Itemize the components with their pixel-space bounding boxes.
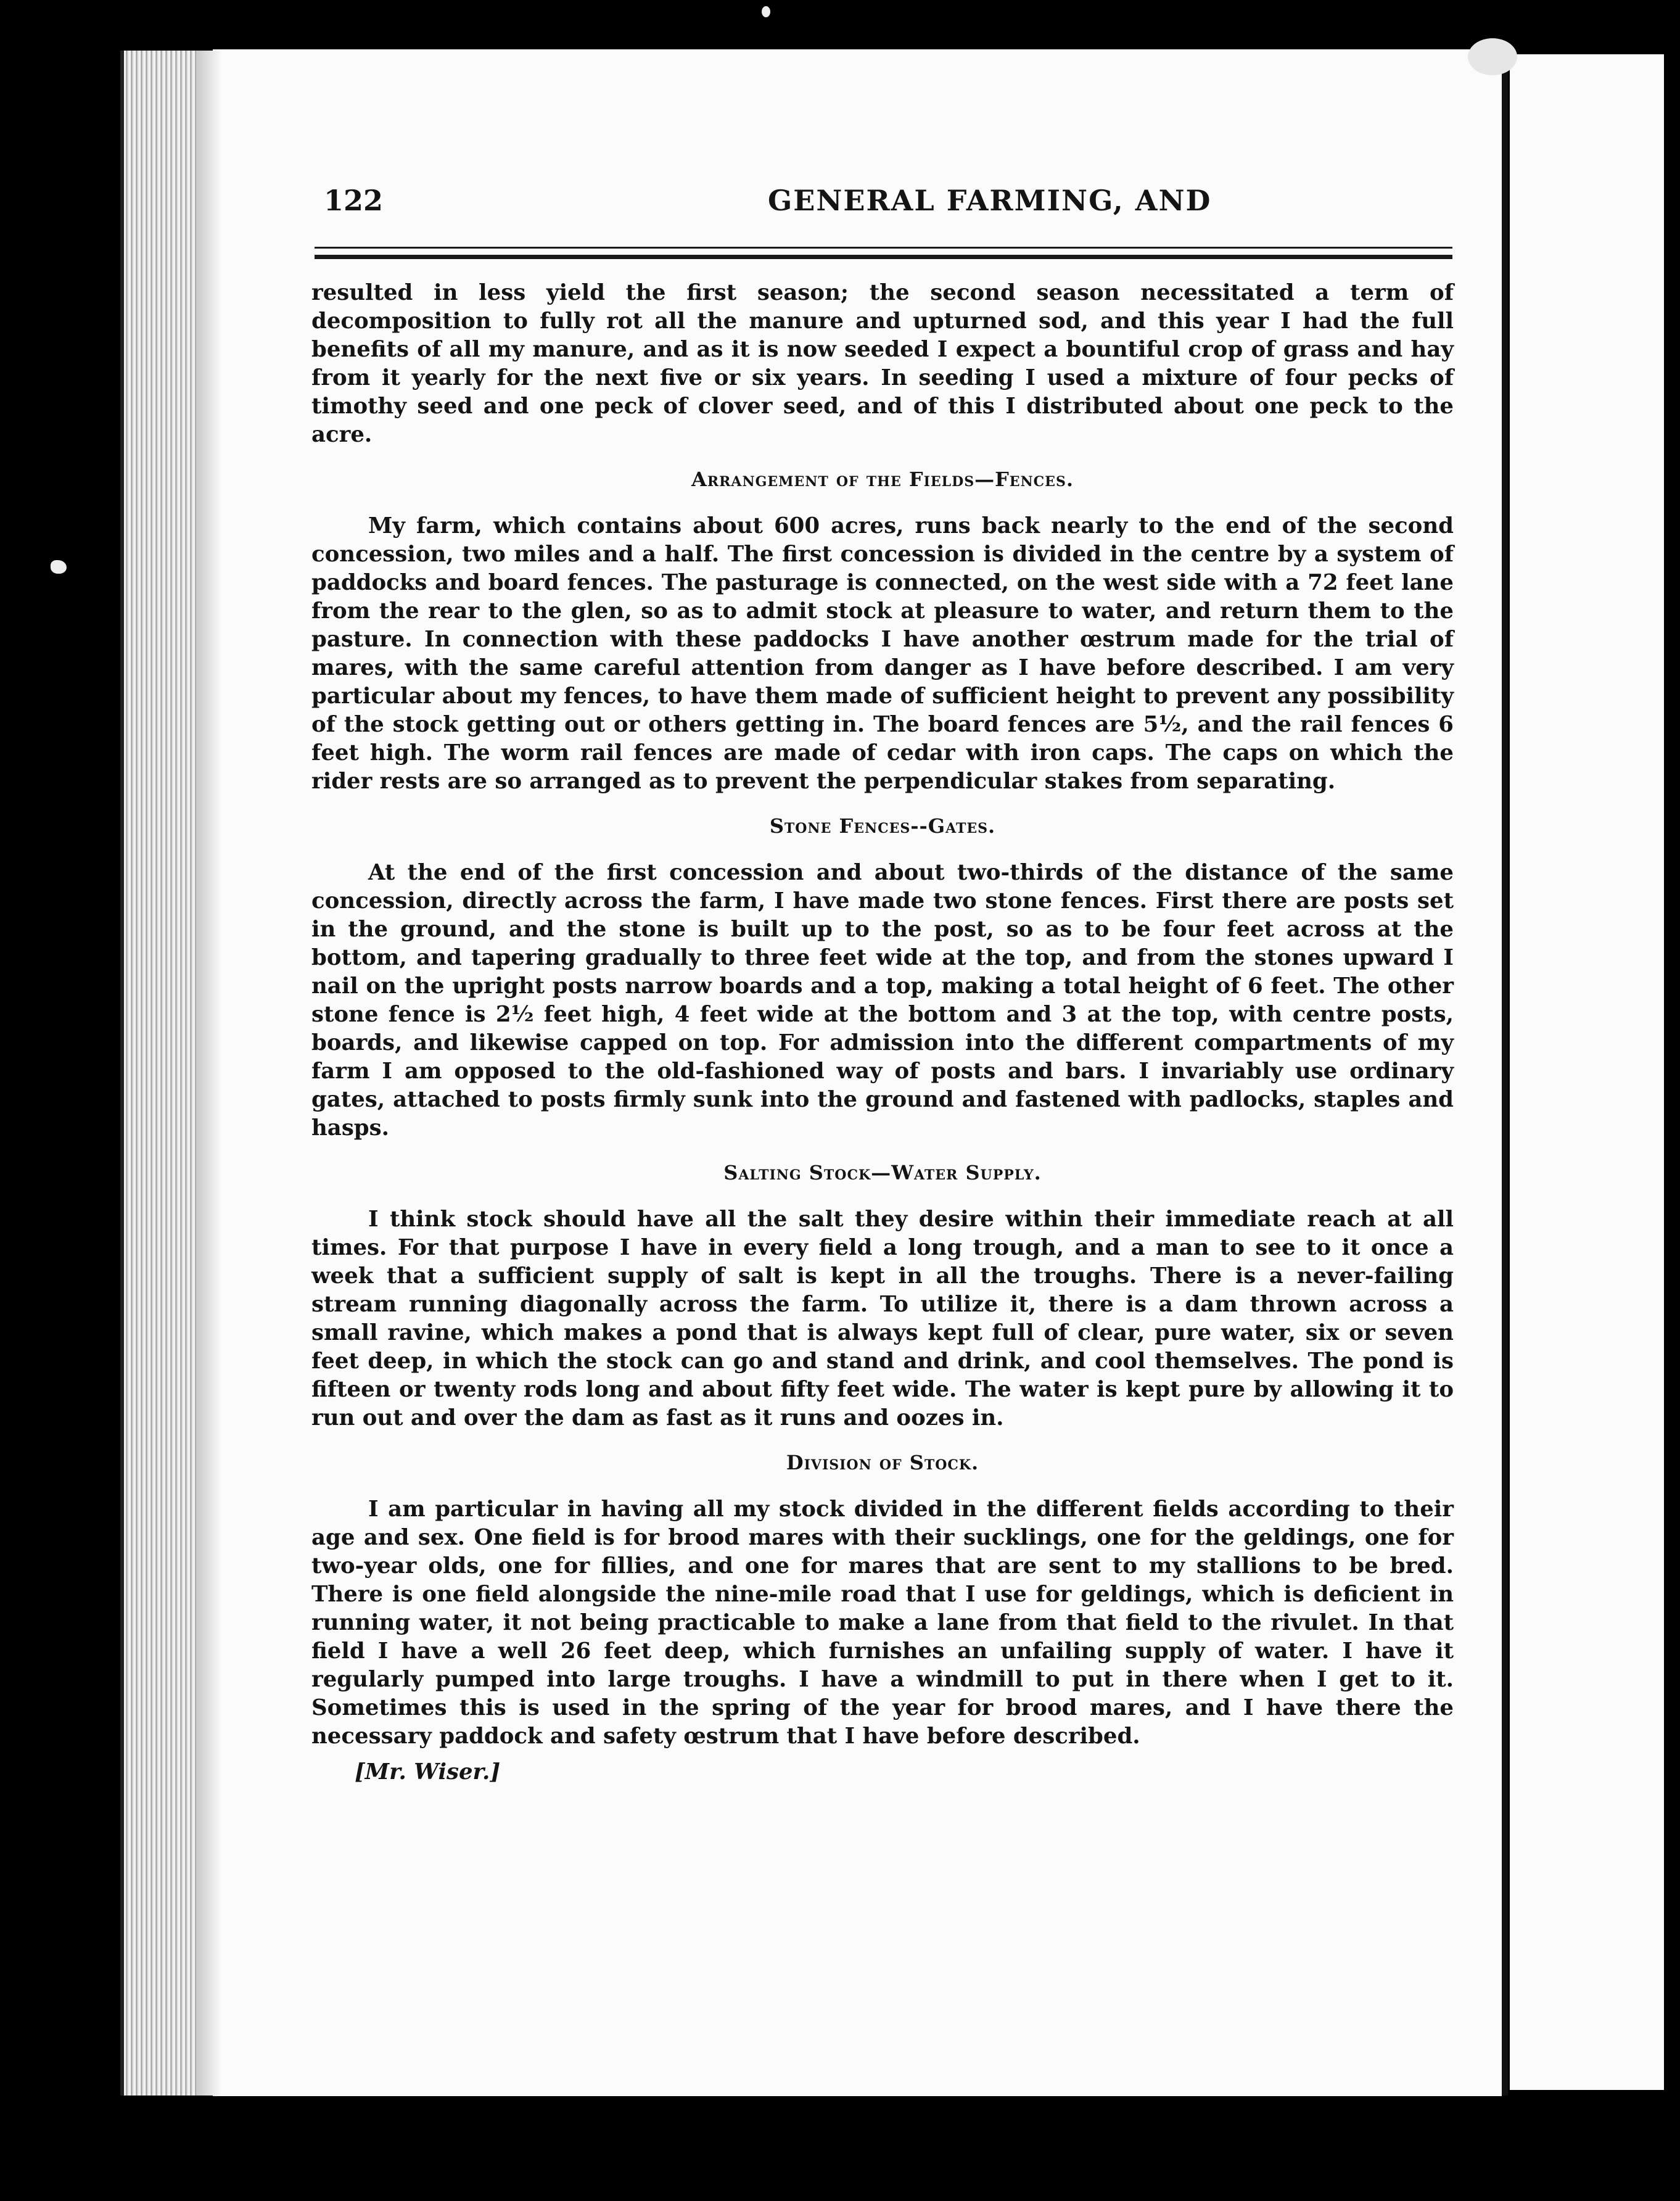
section-heading: Arrangement of the Fields—Fences. xyxy=(691,468,1074,491)
paragraph: At the end of the first concession and about two-thirds of the distance of the same concession, directly across the farm, I have made two stone fences. First there are posts set in the ground, and the stone is built up to the post, so as to be four feet across at the bottom, and tapering gradually to three feet wide at the top, and from the stones upward I nail on the upright posts narrow boards and a top, making a total height of 6 feet. The other stone fence is 2½ feet high, 4 feet wide at the bottom and 3 at the top, with centre posts, boards, and likewise capped on top. For admission into the different compartments of my farm I am opposed to the old-fashioned way of posts and bars. I invariably use ordinary gates, attached to posts firmly sunk into the ground and fastened with padlocks, staples and hasps. xyxy=(311,860,1454,1141)
scan-speck xyxy=(1468,38,1517,75)
page-gutter xyxy=(1502,51,1508,2096)
binding-shadow xyxy=(196,51,221,2096)
facing-page-edge xyxy=(1510,54,1664,2090)
paragraph: My farm, which contains about 600 acres, runs back nearly to the end of the second concession, two miles and a half. The first concession is divided in the centre by a system of paddocks and board fences. The pasturage is connected, on the west side with a 72 feet lane from the rear to the glen, so as to admit stock at pleasure to water, and return them to the pasture. In connection with these paddocks I have another œstrum made for the trial of mares, with the same careful attention from danger as I have before described. I am very particular about my fences, to have them made of sufficient height to prevent any possibility of the stock getting out or others getting in. The board fences are 5½, and the rail fences 6 feet high. The worm rail fences are made of cedar with iron caps. The caps on which the rider rests are so arranged as to prevent the perpendicular stakes from separating. xyxy=(311,513,1454,794)
book-page-edges xyxy=(120,51,204,2096)
running-head: GENERAL FARMING, AND xyxy=(768,184,1212,217)
paragraph: I think stock should have all the salt they desire within their immediate reach at all times. For that purpose I have in every field a long trough, and a man to see to it once a week that a sufficient supply of salt is kept in all the troughs. There is a never-failing stream running diagonally across the farm. To utilize it, there is a dam thrown across a small ravine, which makes a pond that is always kept full of clear, pure water, six or seven feet deep, in which the stock can go and stand and drink, and cool themselves. The pond is fifteen or twenty rods long and about fifty feet wide. The water is kept pure by allowing it to run out and over the dam as fast as it runs and oozes in. xyxy=(311,1207,1454,1431)
header-rule-thick xyxy=(315,255,1452,259)
paragraph: resulted in less yield the first season; the second season necessitated a term of decomposition to fully rot all the manure and upturned sod, and this year I had the full benefits of all my manure, and as it is now seeded I expect a bountiful crop of grass and hay from it yearly for the next five or six years. In seeding I used a mixture of four pecks of timothy seed and one peck of clover seed, and of this I distributed about one peck to the acre. xyxy=(311,280,1454,447)
section-heading: Division of Stock. xyxy=(786,1451,979,1474)
header-rule xyxy=(315,247,1452,249)
page-number: 122 xyxy=(324,184,384,217)
signature: [Mr. Wiser.] xyxy=(355,1759,501,1785)
section-heading: Stone Fences--Gates. xyxy=(769,814,996,838)
page xyxy=(213,49,1502,2096)
scan-speck xyxy=(762,6,770,17)
page-header xyxy=(324,184,1452,227)
margin-mark xyxy=(51,560,67,574)
paragraph: I am particular in having all my stock divided in the different fields according to their age and sex. One field is for brood mares with their sucklings, one for the geldings, one for two-year olds, one for fillies, and one for mares that are sent to my stallions to be bred. There is one field alongside the nine-mile road that I use for geldings, which is deficient in running water, it not being practicable to make a lane from that field to the rivulet. In that field I have a well 26 feet deep, which furnishes an unfailing supply of water. I have it regularly pumped into large troughs. I have a windmill to put in there when I get to it. Sometimes this is used in the spring of the year for brood mares, and I have there the necessary paddock and safety œstrum that I have before described. xyxy=(311,1497,1454,1749)
section-heading: Salting Stock—Water Supply. xyxy=(723,1161,1042,1184)
page-body xyxy=(311,279,1454,1786)
